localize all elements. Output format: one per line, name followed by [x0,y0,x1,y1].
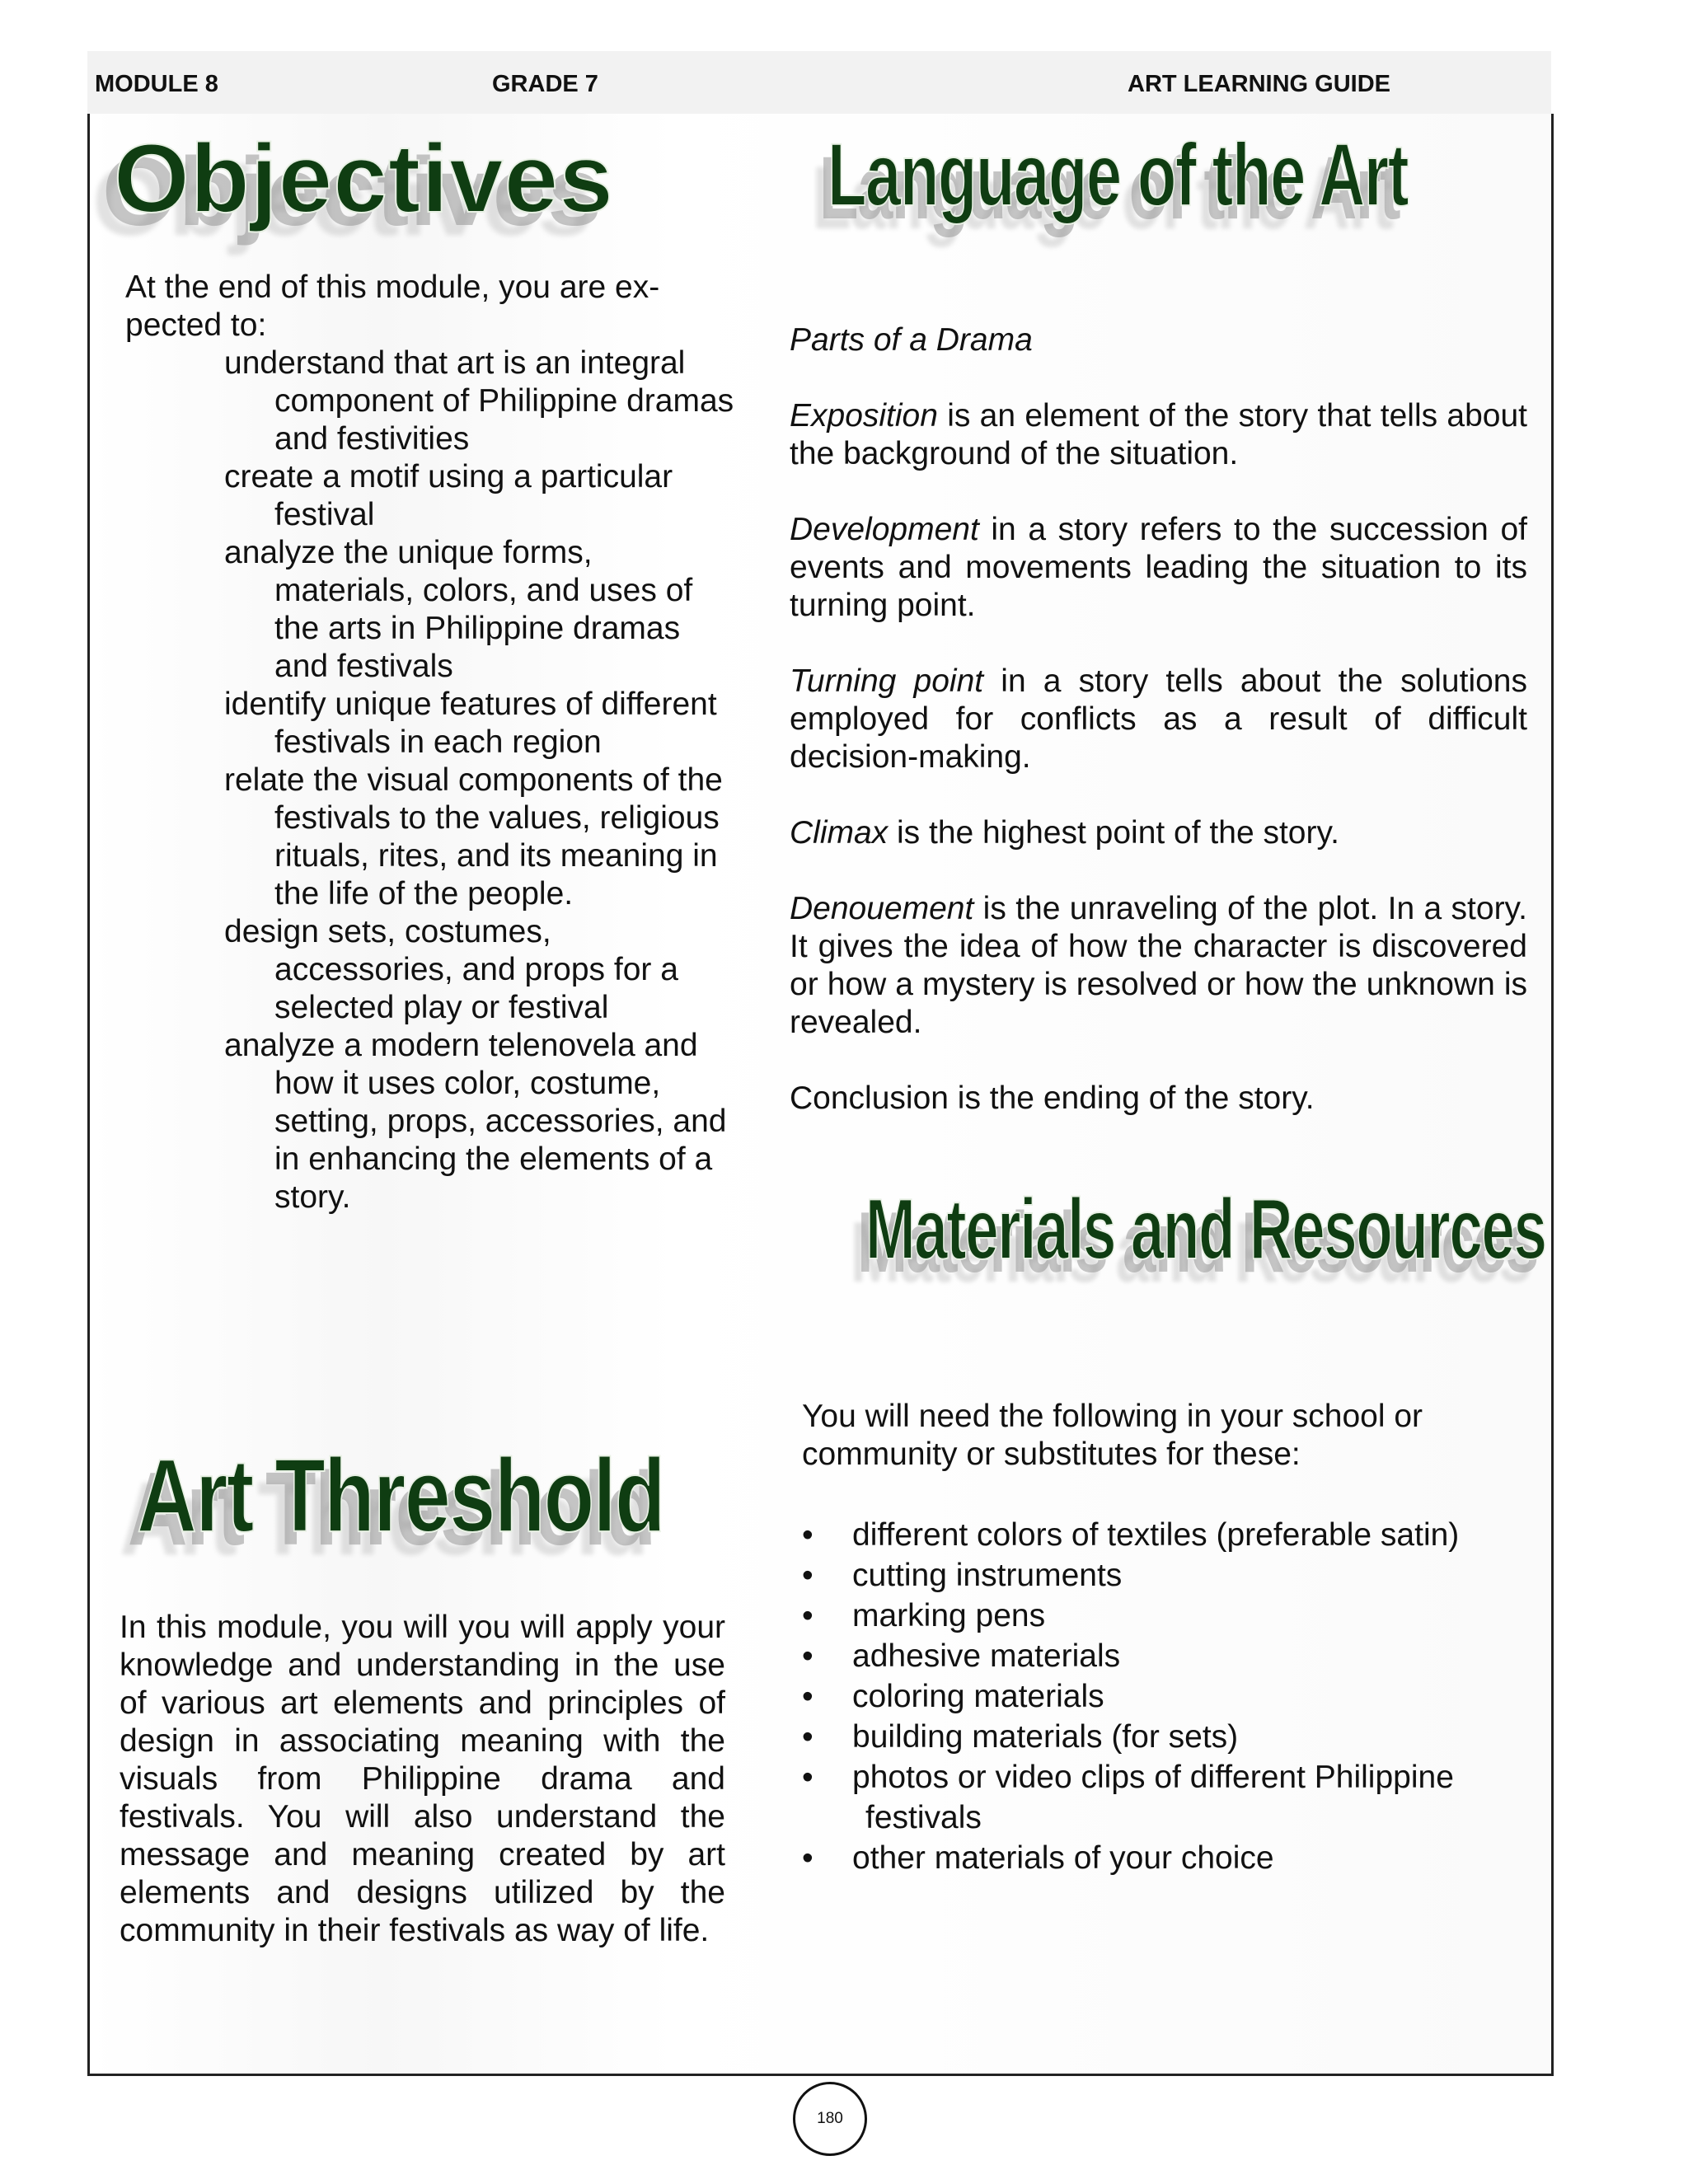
bullet-icon: • [802,1558,814,1593]
bullet-icon: • [802,1517,814,1553]
definition-text: is the highest point of the story. [888,815,1339,851]
term: Exposition [790,398,938,434]
definition-text: in a story refers to the succession of events and movements leading the situation to its turning point. [790,512,1527,623]
threshold-heading: Art Threshold [137,1437,665,1554]
language-heading: Language of the Art [828,124,1409,224]
term: Denouement [790,891,974,926]
bullet-icon: • [802,1679,814,1714]
definition-climax [790,814,1527,852]
definition-development [790,511,1527,625]
page-number: 180 [793,2082,867,2156]
definition-denouement [790,890,1527,1042]
term: Turning point [790,663,984,699]
objectives-heading: Objectives [114,124,614,233]
threshold-text: In this module, you will you will apply your knowledge and understanding in the use of various art elements and principles of design in associating meaning with the visuals from Philippine drama and festivals. You will also understand the message and meaning created by art elements and designs utilized by the community in their festivals as way of life. [120,1610,725,1948]
page-header [87,51,1551,114]
material-item: • marking pens [802,1596,1527,1636]
bullet-icon: • [802,1760,814,1795]
bullet-icon: • [802,1598,814,1633]
term: Development [790,512,979,547]
objective-item: create a motif using a particular festival [224,459,673,532]
definition-text: is the unraveling of the plot. In a story. It gives the idea of how the character is discovered or how a mystery is resolved or how the unknown is revealed. [790,891,1527,1040]
definition-text: is an element of the story that tells about the background of the situation. [790,398,1527,471]
objective-item: relate the visual components of the festivals to the values, religious rituals, rites, and its meaning in the life of the people. [224,762,723,912]
bullet-icon: • [802,1719,814,1755]
material-item: • cutting instruments [802,1555,1527,1596]
objective-item: understand that art is an integral component of Philippine dramas and festivities [224,345,734,457]
material-item: • different colors of textiles (preferable satin) [802,1515,1527,1555]
objectives-intro: At the end of this module, you are ex-pected to: [125,269,660,343]
materials-intro: You will need the following in your school or community or substitutes for these: [802,1399,1423,1472]
material-item: • adhesive materials [802,1636,1527,1676]
materials-list [802,1515,1527,1878]
parts-of-drama-title: Parts of a Drama [790,322,1033,358]
objective-item: design sets, costumes, accessories, and props for a selected play or festival [224,914,678,1025]
definition-turning-point [790,663,1527,776]
guide-label: ART LEARNING GUIDE [1128,71,1390,97]
objective-item: analyze the unique forms, materials, colors, and uses of the arts in Philippine dramas and festivals [224,535,693,684]
material-item: • other materials of your choice [802,1838,1527,1878]
material-item: • photos or video clips of different Philippine festivals [802,1757,1527,1838]
term: Climax [790,815,889,851]
definition-conclusion: Conclusion is the ending of the story. [790,1080,1315,1116]
bullet-icon: • [802,1840,814,1876]
material-item-continuation: festivals [865,1800,982,1835]
bullet-icon: • [802,1638,814,1674]
objective-item: identify unique features of different festivals in each region [224,687,717,760]
materials-heading: Materials and Resources [865,1182,1546,1277]
material-item: • building materials (for sets) [802,1717,1527,1757]
definition-text: in a story tells about the solutions employed for conflicts as a result of difficult decision-making. [790,663,1527,775]
module-label: MODULE 8 [95,71,218,97]
objectives-list [224,344,735,1216]
objective-item: analyze a modern telenovela and how it uses color, costume, setting, props, accessories, and in enhancing the elements of a story. [224,1028,727,1215]
definition-exposition [790,397,1527,473]
material-item: • coloring materials [802,1676,1527,1717]
language-section [790,321,1527,1155]
grade-label: GRADE 7 [492,71,598,97]
